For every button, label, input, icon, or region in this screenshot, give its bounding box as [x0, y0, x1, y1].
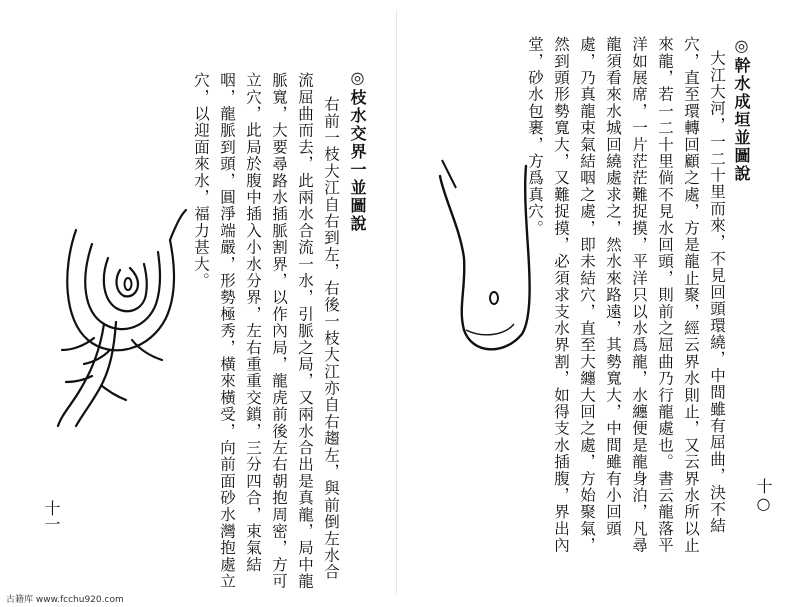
- right-text-column: 洋如展席，一片茫茫難捉摸，平洋只以水爲龍，水纏便是龍身泊，凡尋: [630, 36, 648, 554]
- right-text-column: 處，乃真龍束氣結咽之處，即未結穴，直至大纏大回之處，方始聚氣，: [578, 36, 596, 554]
- right-page-title: ◎幹水成垣並圖說: [732, 36, 751, 183]
- branching-waters-diagram: [54, 200, 194, 430]
- page-gutter: [396, 10, 397, 595]
- watermark-footer: 古籍库 www.fcchu920.com: [6, 595, 124, 605]
- right-text-column: 大江大河，一二十里而來，不見回頭環繞，中間雖有屈曲，決不結: [708, 50, 726, 535]
- river-bend-diagram: [426, 158, 541, 368]
- right-text-column: 然到頭形勢寬大，又難捉摸，必須求支水界割，如得支水插腹，界出內: [552, 36, 570, 554]
- right-text-column: 堂，砂水包裹，方爲真穴。: [526, 36, 544, 237]
- right-page-number: 十○: [754, 478, 773, 513]
- left-text-column: 穴，以迎面來水，福力甚大。: [192, 72, 210, 290]
- left-text-column: 右前一枝大江自右到左，右後一枝大江亦自右趨左，與前倒左水合: [322, 96, 340, 581]
- right-text-column: 龍須看來水城回繞處求之，然水來路遠，其勢寬大，中間雖有小回頭: [604, 36, 622, 537]
- left-page-number: 十一: [42, 500, 61, 532]
- right-text-column: 穴，直至環轉回顧之處，方是龍止聚，經云界水則止，又云界水所以止: [682, 36, 700, 554]
- left-text-column: 立穴，此局於腹中插入小水分界，左右重重交鎖，三分四合，束氣結: [244, 72, 262, 573]
- left-text-column: 脈寬，大要尋路水插脈割界，以作內局，龍虎前後左右朝抱周密，方可: [270, 72, 288, 590]
- left-text-column: 咽，龍脈到頭，圓淨端嚴，形勢極秀，橫來橫受，向前面砂水灣抱處立: [218, 72, 236, 590]
- left-text-column: 流屈曲而去，此兩水合流一水，引脈之局，又兩水合出是真龍，局中龍: [296, 72, 314, 590]
- right-text-column: 來龍，若一二十里倘不見水回頭，則前之屈曲乃行龍處也。書云龍落平: [656, 36, 674, 554]
- left-page-title: ◎枝水交界一並圖說: [348, 68, 367, 233]
